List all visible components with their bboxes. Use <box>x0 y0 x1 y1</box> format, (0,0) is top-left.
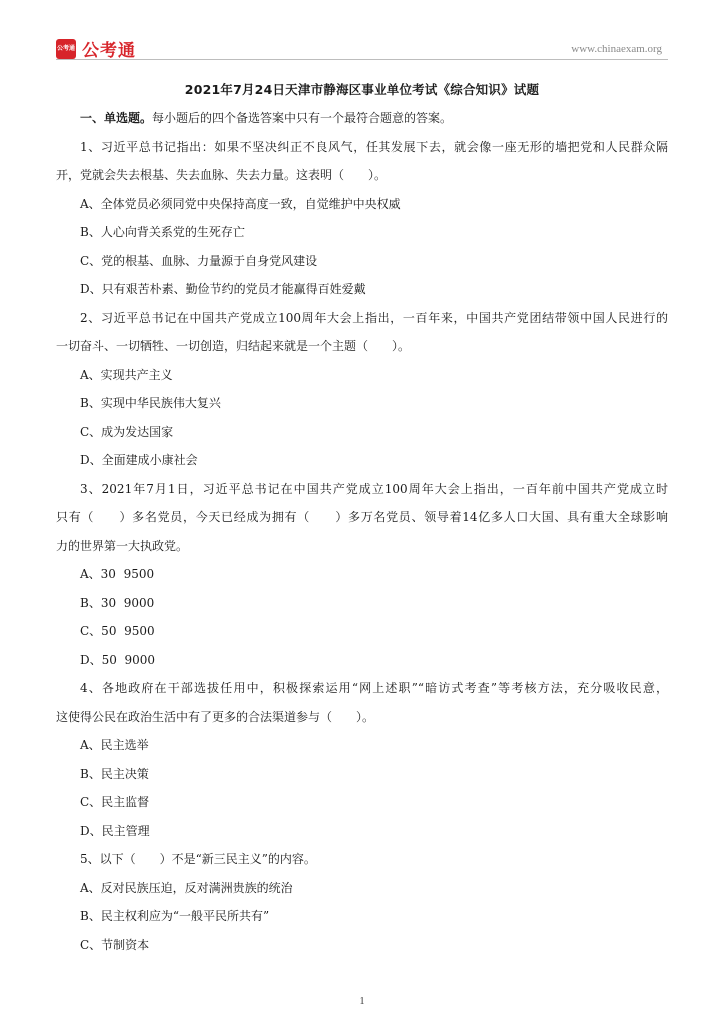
question-stem-line: 开，党就会失去根基、失去血脉、失去力量。这表明（ ）。 <box>56 168 387 182</box>
question-option: A、反对民族压迫，反对满洲贵族的统治 <box>80 880 293 895</box>
question-stem-line: 2、习近平总书记在中国共产党成立100周年大会上指出，一百年来，中国共产党团结带领中国人民进行的 <box>80 310 668 325</box>
question-stem-line: 一切奋斗、一切牺牲、一切创造，归结起来就是一个主题（ ）。 <box>56 339 411 353</box>
site-url[interactable]: www.chinaexam.org <box>571 43 662 55</box>
logo-badge-icon: 公考通 <box>56 39 76 59</box>
question-stem-line: 力的世界第一大执政党。 <box>56 538 189 553</box>
document-body <box>56 104 668 959</box>
question-5 <box>56 845 668 959</box>
question-option: A、民主选举 <box>80 738 149 752</box>
question-option: A、实现共产主义 <box>80 367 173 382</box>
logo-text: 公考通 <box>82 41 136 61</box>
section-heading-label: 一、单选题。 <box>80 111 153 125</box>
question-1 <box>56 133 668 304</box>
section-heading <box>56 104 668 133</box>
question-option: C、民主监督 <box>80 795 150 809</box>
question-option: C、党的根基、血脉、力量源于自身党风建设 <box>80 253 318 268</box>
question-4 <box>56 674 668 845</box>
question-option: C、节制资本 <box>80 937 150 952</box>
question-stem-line: 只有（ ）多名党员，今天已经成为拥有（ ）多万名党员、领导着14亿多人口大国、具有重大全球影响 <box>56 510 668 524</box>
question-option: B、实现中华民族伟大复兴 <box>80 396 221 410</box>
question-stem-line: 1、习近平总书记指出：如果不坚决纠正不良风气，任其发展下去，就会像一座无形的墙把党和人民群众隔 <box>80 139 668 154</box>
question-option: D、民主管理 <box>80 823 150 838</box>
page-header <box>0 0 724 60</box>
page-number: 1 <box>359 996 365 1007</box>
question-option: A、30 9500 <box>80 567 155 581</box>
question-option: A、全体党员必须同党中央保持高度一致，自觉维护中央权威 <box>80 196 401 211</box>
question-option: B、人心向背关系党的生死存亡 <box>80 225 245 239</box>
question-option: D、50 9000 <box>80 652 156 667</box>
question-3 <box>56 475 668 675</box>
question-stem-line: 3、2021年7月1日，习近平总书记在中国共产党成立100周年大会上指出，一百年前中国共产党成立时 <box>80 481 668 496</box>
question-option: B、30 9000 <box>80 595 155 610</box>
question-stem-line: 这使得公民在政治生活中有了更多的合法渠道参与（ ）。 <box>56 709 375 724</box>
question-option: D、只有艰苦朴素、勤俭节约的党员才能赢得百姓爱戴 <box>80 282 366 296</box>
question-2 <box>56 304 668 475</box>
logo <box>56 36 136 61</box>
question-option: B、民主权利应为“一般平民所共有” <box>80 909 270 923</box>
question-option: C、50 9500 <box>80 624 155 638</box>
question-option: C、成为发达国家 <box>80 424 174 439</box>
header-divider <box>56 59 668 60</box>
question-stem-line: 5、以下（ ）不是“新三民主义”的内容。 <box>80 852 316 866</box>
question-stem-line: 4、各地政府在干部选拔任用中，积极探索运用“网上述职”“暗访式考查”等考核方法，充分吸收民意， <box>80 681 668 695</box>
question-option: D、全面建成小康社会 <box>80 453 198 467</box>
document-title: 2021年7月24日天津市静海区事业单位考试《综合知识》试题 <box>184 82 540 97</box>
question-option: B、民主决策 <box>80 766 149 781</box>
section-instructions: 每小题后的四个备选答案中只有一个最符合题意的答案。 <box>152 111 453 125</box>
